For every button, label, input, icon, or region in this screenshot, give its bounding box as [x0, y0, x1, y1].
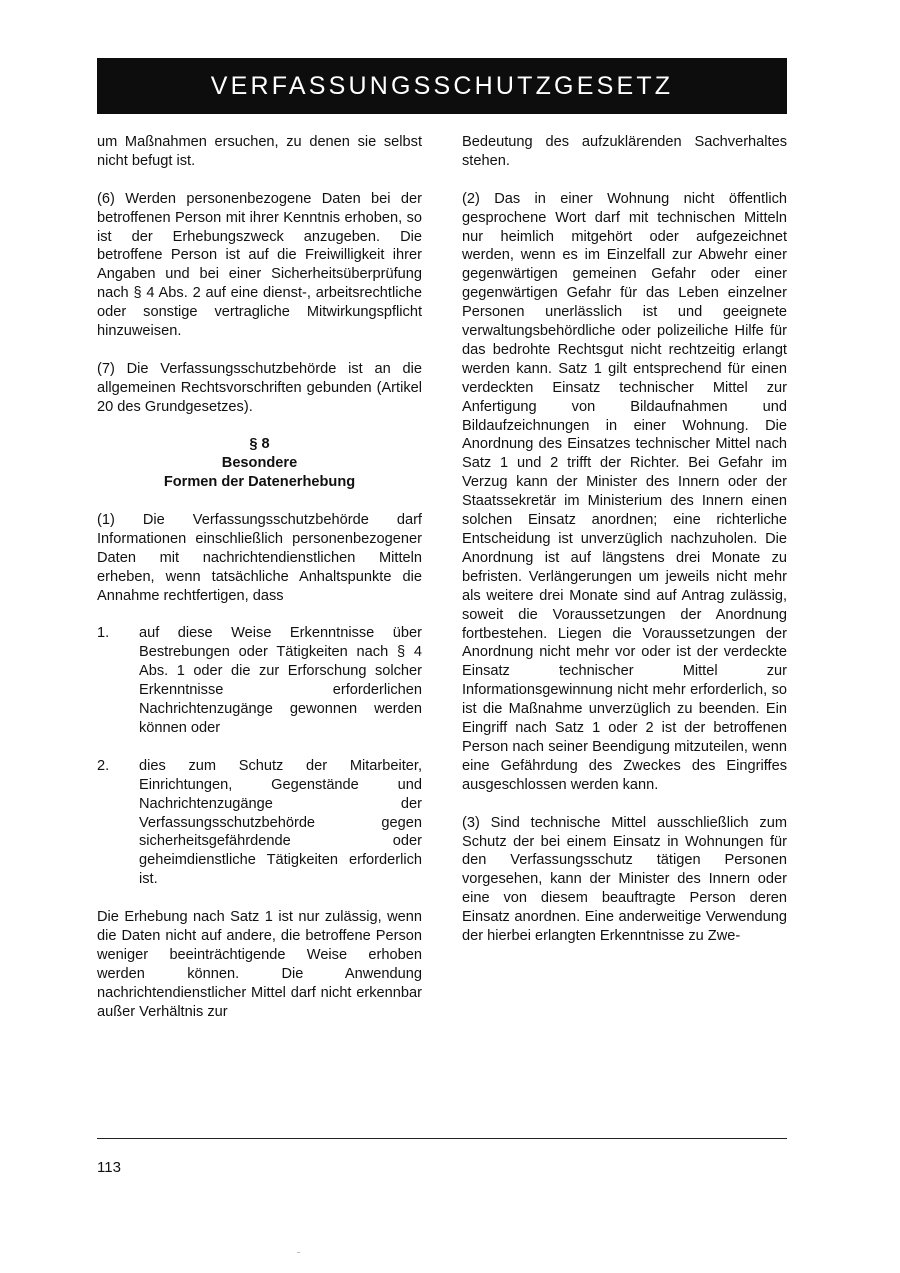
section-number: § 8 — [249, 436, 270, 453]
continuation-paragraph-right: Bedeutung des aufzuklärenden Sachverhaltes stehen. — [462, 134, 787, 169]
list-item-number: 1. — [97, 625, 110, 642]
section-heading — [97, 435, 422, 492]
list-item-number: 2. — [97, 757, 110, 774]
right-column — [462, 133, 787, 965]
scan-speck — [297, 1252, 300, 1253]
numbered-list — [97, 624, 422, 889]
paragraph-3: (3) Sind technische Mittel ausschließlich zum Schutz der bei einem Einsatz in Wohnungen für den Verfassungsschutz tätigen Personen vorgesehen, kann der Minister des Innern oder eine von diesem beauftragte Person deren Einsatz anordnen. Eine anderweitige Verwendung der hierbei erlangten Erkenntnisse zu Zwe- — [462, 814, 787, 945]
list-item — [97, 624, 422, 737]
paragraph-6: (6) Werden personenbezogene Daten bei der betroffenen Person mit ihrer Kenntnis erhoben, so ist der Erhebungszweck anzugeben. Die betroffene Person ist auf die Freiwilligkeit ihrer Angaben und bei einer Sicherheitsüberprüfung nach § 4 Abs. 2 auf eine dienst-, arbeitsrechtliche oder sonstige vertragliche Mitwirkungspflicht hinzuweisen. — [97, 190, 422, 340]
left-column — [97, 133, 422, 1040]
list-item-text: dies zum Schutz der Mitarbeiter, Einrichtungen, Gegenstände und Nachrichtenzugänge der Verfassungsschutzbehörde gegen sicherheitsgefährdende oder geheimdienstliche Tätigkeiten erforderlich ist. — [139, 757, 422, 888]
list-item-text: auf diese Weise Erkenntnisse über Bestrebungen oder Tätigkeiten nach § 4 Abs. 1 oder die zur Erforschung solcher Erkenntnisse erforderlichen Nachrichtenzugänge gewonnen werden können oder — [139, 625, 422, 737]
section-title-line-2: Formen der Datenerhebung — [163, 474, 356, 491]
header-bar — [97, 58, 787, 114]
paragraph-after-list: Die Erhebung nach Satz 1 ist nur zulässig, wenn die Daten nicht auf andere, die betroffene Person weniger beeinträchtigende Weise erhoben werden können. Die Anwendung nachrichtendienstlicher Mittel darf nicht erkennbar außer Verhältnis zur — [97, 909, 422, 1020]
continuation-paragraph: um Maßnahmen ersuchen, zu denen sie selbst nicht befugt ist. — [97, 134, 422, 169]
document-title: VERFASSUNGSSCHUTZGESETZ — [210, 71, 674, 100]
section-title-line-1: Besondere — [221, 455, 298, 472]
paragraph-2: (2) Das in einer Wohnung nicht öffentlich gesprochene Wort darf mit technischen Mitteln nur heimlich mitgehört oder aufgezeichnet werden, wenn es im Einzelfall zur Abwehr einer gegenwärtigen gemeinen Gefahr oder einer gegenwärtigen Gefahr für das Leben einzelner Personen unerlässlich ist und geeignete verwaltungsbehördliche oder polizeiliche Hilfe für das bedrohte Rechtsgut nicht rechtzeitig erlangt werden kann. Satz 1 gilt entsprechend für einen verdeckten Einsatz technischer Mittel zur Anfertigung von Bildaufnahmen und Bildaufzeichnungen in einer Wohnung. Die Anordnung des Einsatzes technischer Mittel nach Satz 1 und 2 trifft der Richter. Bei Gefahr im Verzug kann der Minister des Innern oder der Staatssekretär im Ministerium des Innern einen solchen Einsatz anordnen; eine richterliche Entscheidung ist unverzüglich nachzuholen. Die Anordnung ist auf längstens drei Monate zu befristen. Verlängerungen um jeweils nicht mehr als weitere drei Monate sind auf Antrag zulässig, soweit die Voraussetzungen der Anordnung fortbestehen. Liegen die Voraussetzungen der Anordnung nicht mehr vor oder ist der verdeckte Einsatz technischer Mittel zur Informationsgewinnung nicht mehr erforderlich, so ist die Maßnahme unverzüglich zu beenden. Ein Eingriff nach Satz 1 oder 2 ist der betroffenen Person nach seiner Beendigung mitzuteilen, wenn eine Gefährdung des Zweckes des Eingriffes ausgeschlossen werden kann. — [462, 190, 787, 793]
paragraph-1: (1) Die Verfassungsschutzbehörde darf Informationen einschließlich personenbezogener Daten mit nachrichtendienstlichen Mitteln erheben, wenn tatsächliche Anhaltspunkte die Annahme rechtfertigen, dass — [97, 512, 422, 604]
list-item — [97, 757, 422, 889]
paragraph-7: (7) Die Verfassungsschutzbehörde ist an die allgemeinen Rechtsvorschriften gebunden (Artikel 20 des Grundgesetzes). — [97, 360, 422, 415]
page-number: 113 — [97, 1159, 121, 1176]
footer-rule — [97, 1138, 787, 1139]
